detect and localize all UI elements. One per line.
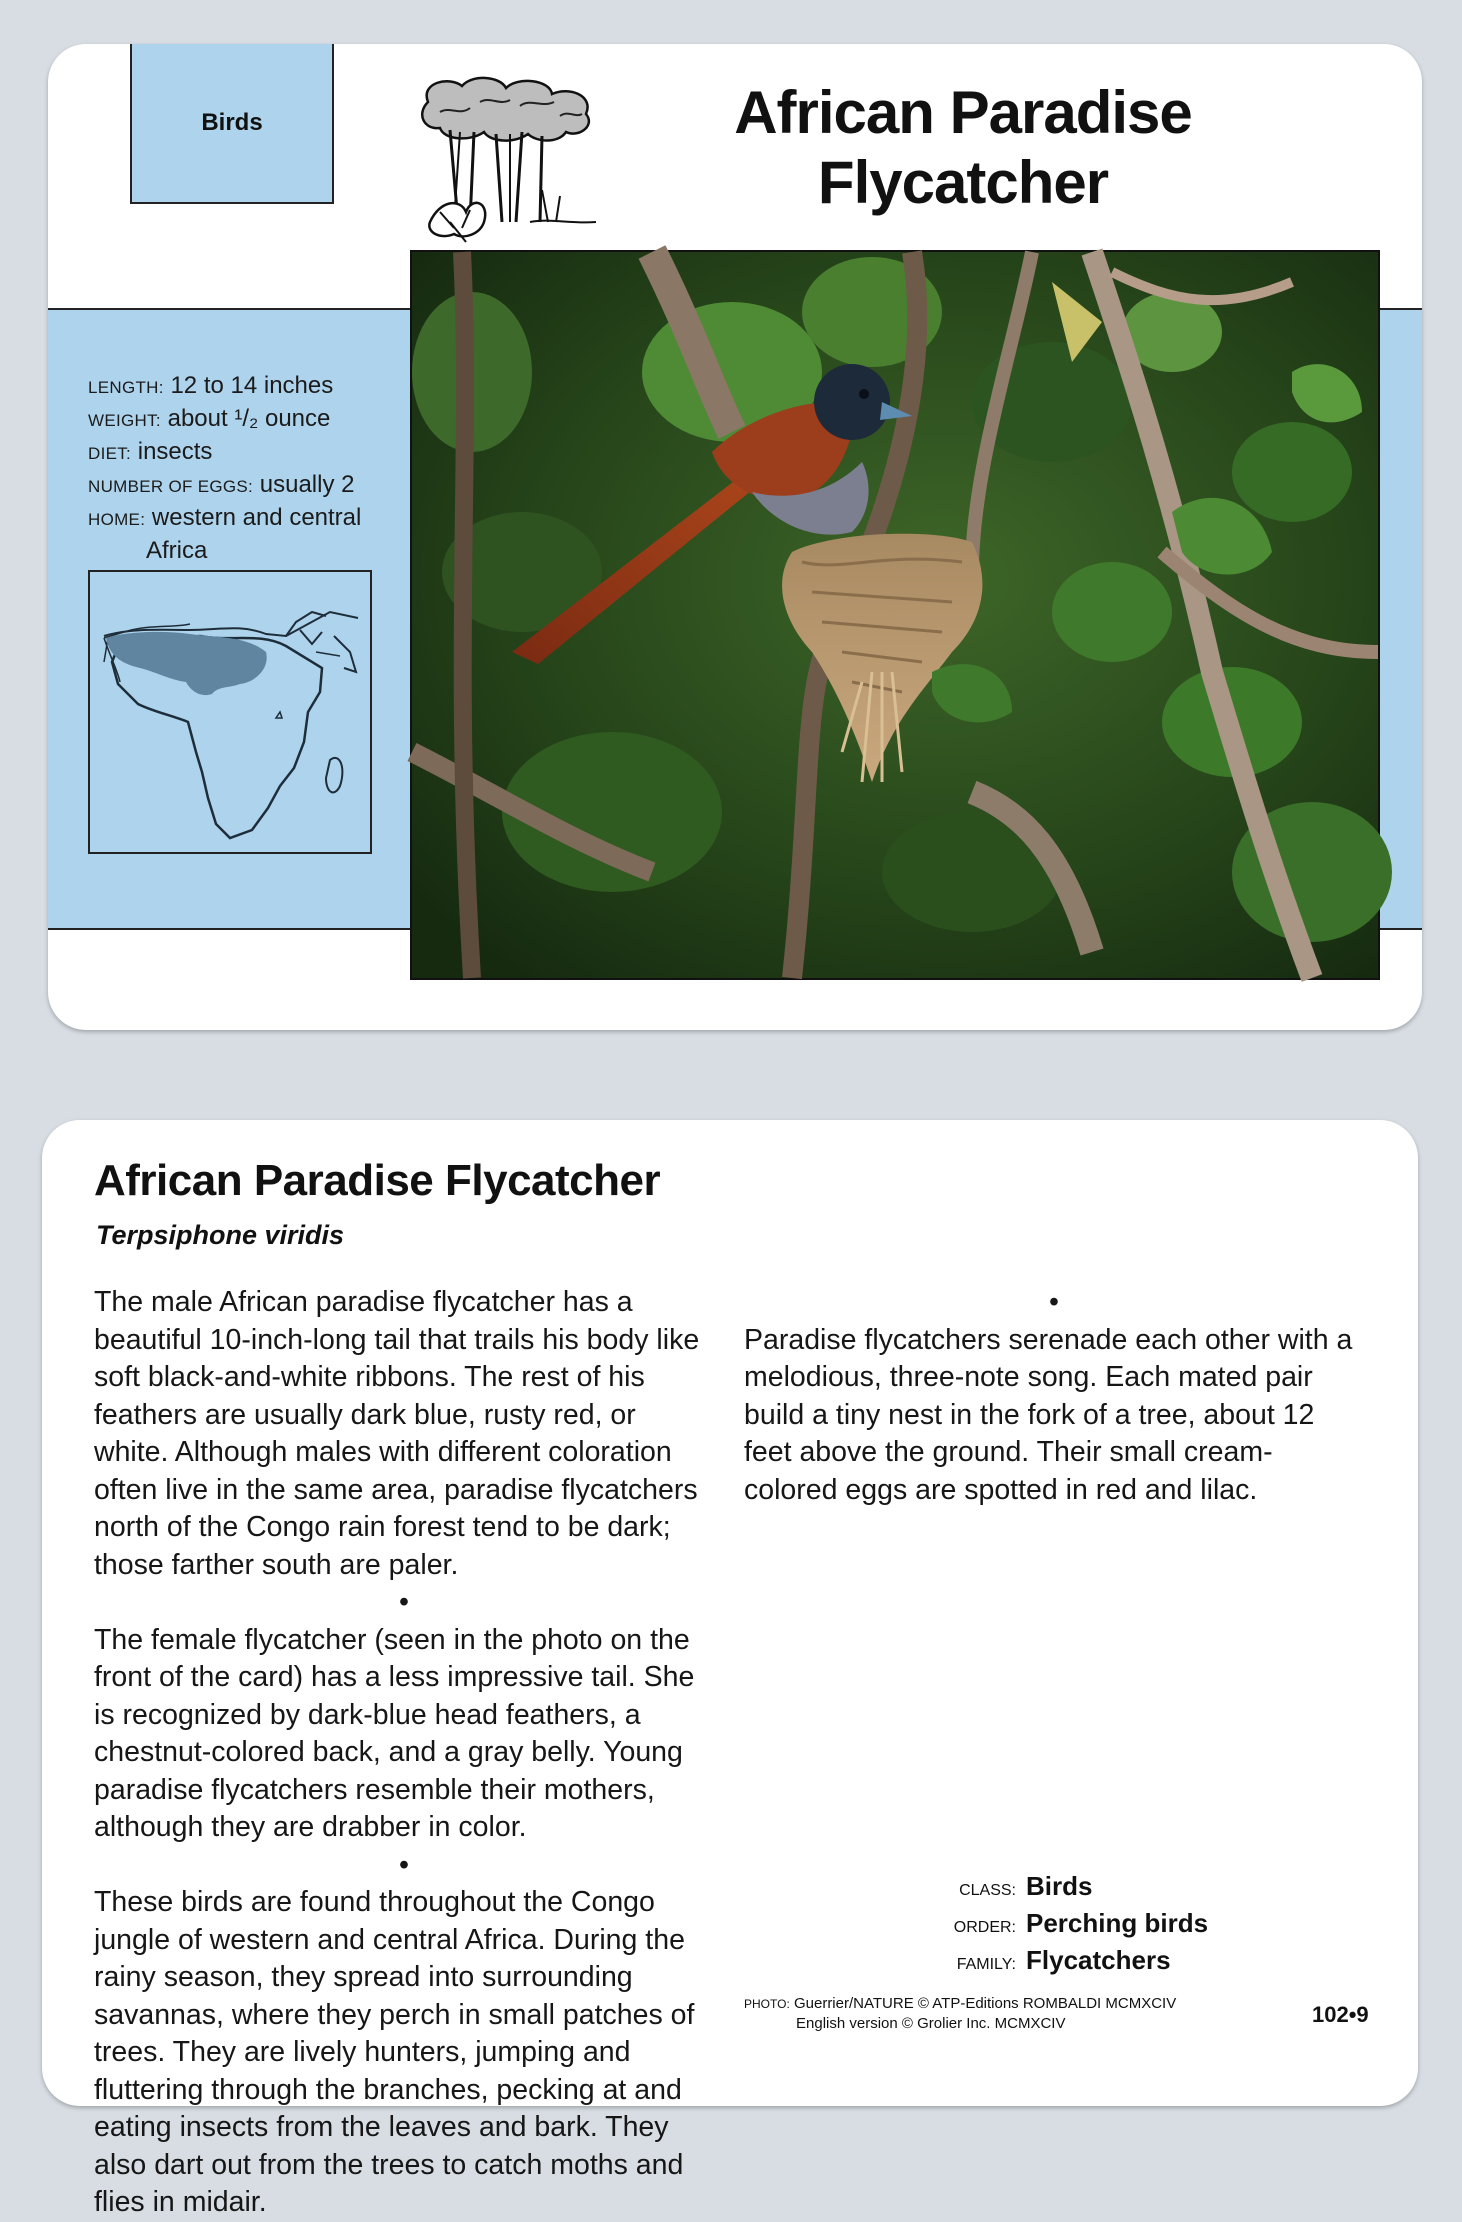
front-title <box>638 78 1288 218</box>
fact-home-value: western and central <box>151 504 362 531</box>
credits-line-1 <box>744 1994 1176 2014</box>
bullet-separator: • <box>399 1586 409 1618</box>
fact-length-label: LENGTH: <box>88 378 164 397</box>
paragraph-2: The female flycatcher (seen in the photo on the front of the card) has a less impressive tail. She is recognized by dark-blue head feathers, a chestnut-colored back, and a gray belly. Young paradise flycatchers resemble their mothers, although they are drabber in color. <box>94 1623 695 1843</box>
fact-eggs-label: NUMBER OF EGGS: <box>88 477 254 496</box>
fact-home-value-cont: Africa <box>146 537 208 564</box>
fact-weight <box>88 403 418 436</box>
family-label: FAMILY: <box>956 1956 1016 1973</box>
family-value: Flycatchers <box>1026 1945 1171 1975</box>
back-title: African Paradise Flycatcher <box>94 1156 661 1205</box>
fact-eggs <box>88 469 418 502</box>
credits-text-1: Guerrier/NATURE © ATP-Editions ROMBALDI MCMXCIV <box>793 1995 1177 2012</box>
fact-weight-value: about ¹/₂ ounce <box>167 405 331 432</box>
fact-home-label: HOME: <box>88 510 146 529</box>
photo-label: PHOTO: <box>744 1997 790 2011</box>
fact-eggs-value: usually 2 <box>259 471 355 498</box>
card-number: 102•9 <box>1312 2002 1369 2027</box>
class-label: CLASS: <box>959 1882 1016 1899</box>
scientific-name: Terpsiphone viridis <box>96 1220 345 1250</box>
front-card <box>48 44 1422 1030</box>
range-area <box>106 632 267 695</box>
facts-list <box>88 370 418 566</box>
bullet-separator: • <box>399 1848 409 1881</box>
taxonomy-order <box>944 1907 1208 1944</box>
class-value: Birds <box>1026 1871 1093 1901</box>
front-title-line1: African Paradise <box>734 79 1192 146</box>
fact-home <box>88 502 418 535</box>
paragraph-4: Paradise flycatchers serenade each other with a melodious, three-note song. Each mated pair build a tiny nest in the fork of a tree, about 12 feet above the ground. Their small cream-colored eggs are spotted in red and lilac. <box>744 1323 1353 1506</box>
category-tab <box>130 44 334 204</box>
fact-length-value: 12 to 14 inches <box>170 372 334 399</box>
fact-diet <box>88 436 418 469</box>
photo-credits <box>744 1994 1176 2034</box>
front-title-line2: Flycatcher <box>817 149 1109 216</box>
fact-length <box>88 370 418 403</box>
order-value: Perching birds <box>1026 1908 1209 1938</box>
fact-diet-value: insects <box>137 438 213 465</box>
bird-photo <box>410 250 1380 980</box>
text-column-right <box>744 1284 1364 1509</box>
forest-habitat-icon <box>410 72 600 244</box>
category-label: Birds <box>201 109 263 136</box>
paragraph-1: The male African paradise flycatcher has a beautiful 10-inch-long tail that trails his body like soft black-and-white ribbons. The rest of his feathers are usually dark blue, rusty red, or white. Although males with different coloration often live in the same area, paradise flycatchers north of the Congo rain forest tend to be dark; those farther south are paler. <box>94 1286 700 1581</box>
fact-diet-label: DIET: <box>88 444 132 463</box>
taxonomy-family <box>944 1944 1208 1981</box>
text-column-left <box>94 1284 714 2222</box>
order-label: ORDER: <box>953 1919 1016 1936</box>
range-map <box>88 570 372 854</box>
credits-line-2: English version © Grolier Inc. MCMXCIV <box>796 2015 1066 2032</box>
fact-weight-label: WEIGHT: <box>88 411 161 430</box>
taxonomy-class <box>944 1870 1208 1907</box>
bullet-separator: • <box>1049 1286 1059 1318</box>
paragraph-3: These birds are found throughout the Congo jungle of western and central Africa. During the rainy season, they spread into surrounding savannas, where they perch in small patches of trees. They are lively hunters, jumping and fluttering through the branches, pecking at and eating insects from the leaves and bark. They also dart out from the trees to catch moths and flies in midair. <box>94 1886 695 2218</box>
taxonomy-box <box>944 1870 1208 1981</box>
back-card <box>42 1120 1418 2218</box>
